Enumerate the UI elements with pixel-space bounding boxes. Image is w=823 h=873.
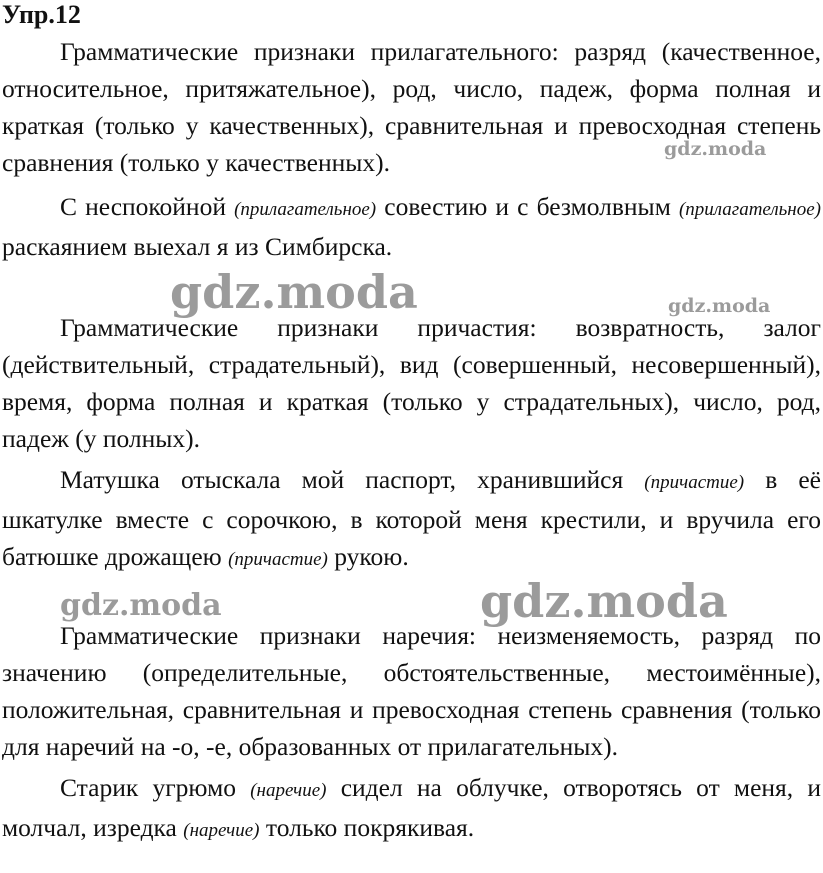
part-of-speech-note: (прилагательное) [678,199,821,220]
example-text: Старик угрюмо [60,773,251,802]
exercise-title: Упр.12 [2,0,81,29]
participle-features-paragraph: Грамматические признаки причастия: возвратность, залог (действительный, страдательный), вид (совершенный, несовершенный), время, форма полная и краткая (только у страдательных), число, род, падеж (у полных). [2,313,821,453]
part-of-speech-note: (наречие) [183,820,260,841]
adverb-features-paragraph: Грамматические признаки наречия: неизменяемость, разряд по значению (определительные, обстоятельственные, местоимённые), положительная, сравнительная и превосходная степень сравнения (только для наречий на -о, -е, образованных от прилагательных). [2,621,821,761]
part-of-speech-note: (причастие) [644,472,745,493]
part-of-speech-note: (прилагательное) [234,199,377,220]
participle-example-paragraph [2,461,821,578]
watermark-logo: gdz.moda [170,265,418,319]
part-of-speech-note: (наречие) [250,780,327,801]
example-text: только покрякивая. [259,813,475,842]
example-text: совестию и с безмолвным [376,192,679,221]
part-of-speech-note: (причастие) [228,549,328,570]
example-text: Матушка отыскала мой паспорт, хранившийся [60,465,645,494]
example-text: сидел на облучке, отворотясь от меня, и молчал, изредка [2,773,821,842]
watermark-logo: gdz.moda [668,295,771,317]
watermark-logo: gdz.moda [664,138,767,160]
example-text: рукою. [327,542,409,571]
watermark-logo: gdz.moda [60,588,222,623]
adjective-features-paragraph: Грамматические признаки прилагательного: разряд (качественное, относительное, притяжательное), род, число, падеж, форма полная и краткая (только у качественных), сравнительная и превосходная степень сравнения (только у качественных). [2,37,821,177]
example-text: раскаянием выехал я из Симбирска. [2,232,393,261]
example-text: в её шкатулке вместе с сорочкою, в которой меня крестили, и вручила его батюшке дрожащею [2,465,821,571]
example-text: С неспокойной [60,192,235,221]
adjective-example-paragraph [2,188,821,265]
adverb-example-paragraph [2,769,821,849]
watermark-logo: gdz.moda [480,574,728,628]
